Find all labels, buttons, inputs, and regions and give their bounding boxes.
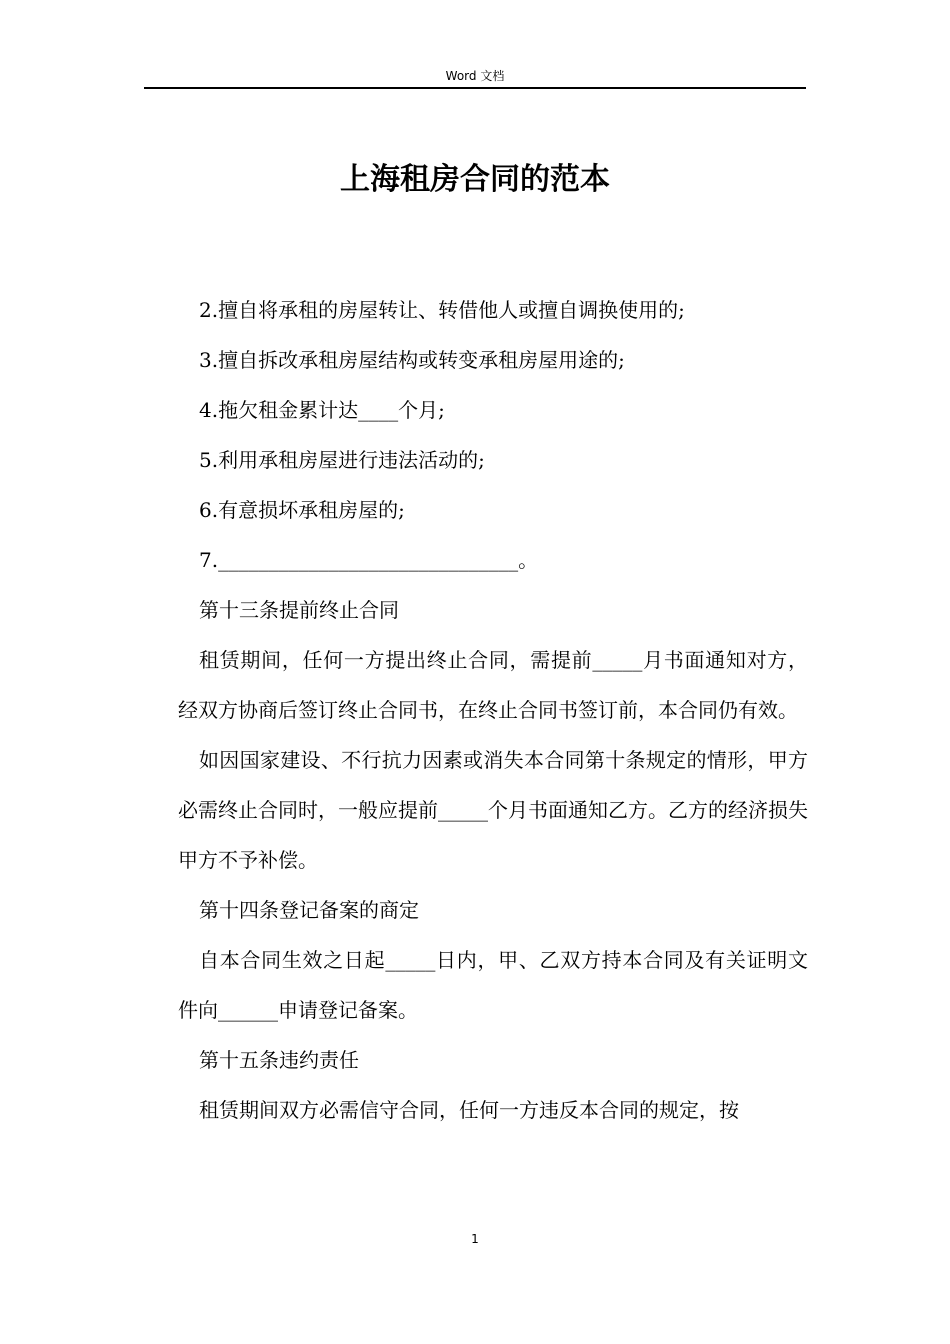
paragraph: 3.擅自拆改承租房屋结构或转变承租房屋用途的; bbox=[199, 348, 625, 372]
paragraph: 2.擅自将承租的房屋转让、转借他人或擅自调换使用的; bbox=[199, 298, 685, 322]
paragraph: 4.拖欠租金累计达____个月; bbox=[199, 398, 445, 422]
paragraph: 7.______________________________。 bbox=[199, 548, 539, 572]
document-body bbox=[178, 285, 808, 1135]
section-heading: 第十五条违约责任 bbox=[199, 1048, 359, 1072]
paragraph: 自本合同生效之日起_____日内，甲、乙双方持本合同及有关证明文件向______申请登记备案。 bbox=[178, 948, 808, 1022]
paragraph: 6.有意损坏承租房屋的; bbox=[199, 498, 405, 522]
section-heading: 第十四条登记备案的商定 bbox=[199, 898, 419, 922]
page-header: Word 文档 bbox=[445, 69, 505, 83]
header-divider bbox=[144, 87, 806, 89]
paragraph: 租赁期间，任何一方提出终止合同，需提前_____月书面通知对方，经双方协商后签订终止合同书，在终止合同书签订前，本合同仍有效。 bbox=[178, 648, 808, 722]
paragraph: 5.利用承租房屋进行违法活动的; bbox=[199, 448, 485, 472]
section-heading: 第十三条提前终止合同 bbox=[199, 598, 399, 622]
document-title: 上海租房合同的范本 bbox=[340, 162, 610, 197]
paragraph: 如因国家建设、不行抗力因素或消失本合同第十条规定的情形，甲方必需终止合同时，一般应提前_____个月书面通知乙方。乙方的经济损失甲方不予补偿。 bbox=[178, 748, 808, 872]
page-number: 1 bbox=[471, 1232, 479, 1246]
paragraph: 租赁期间双方必需信守合同，任何一方违反本合同的规定，按 bbox=[199, 1098, 739, 1122]
